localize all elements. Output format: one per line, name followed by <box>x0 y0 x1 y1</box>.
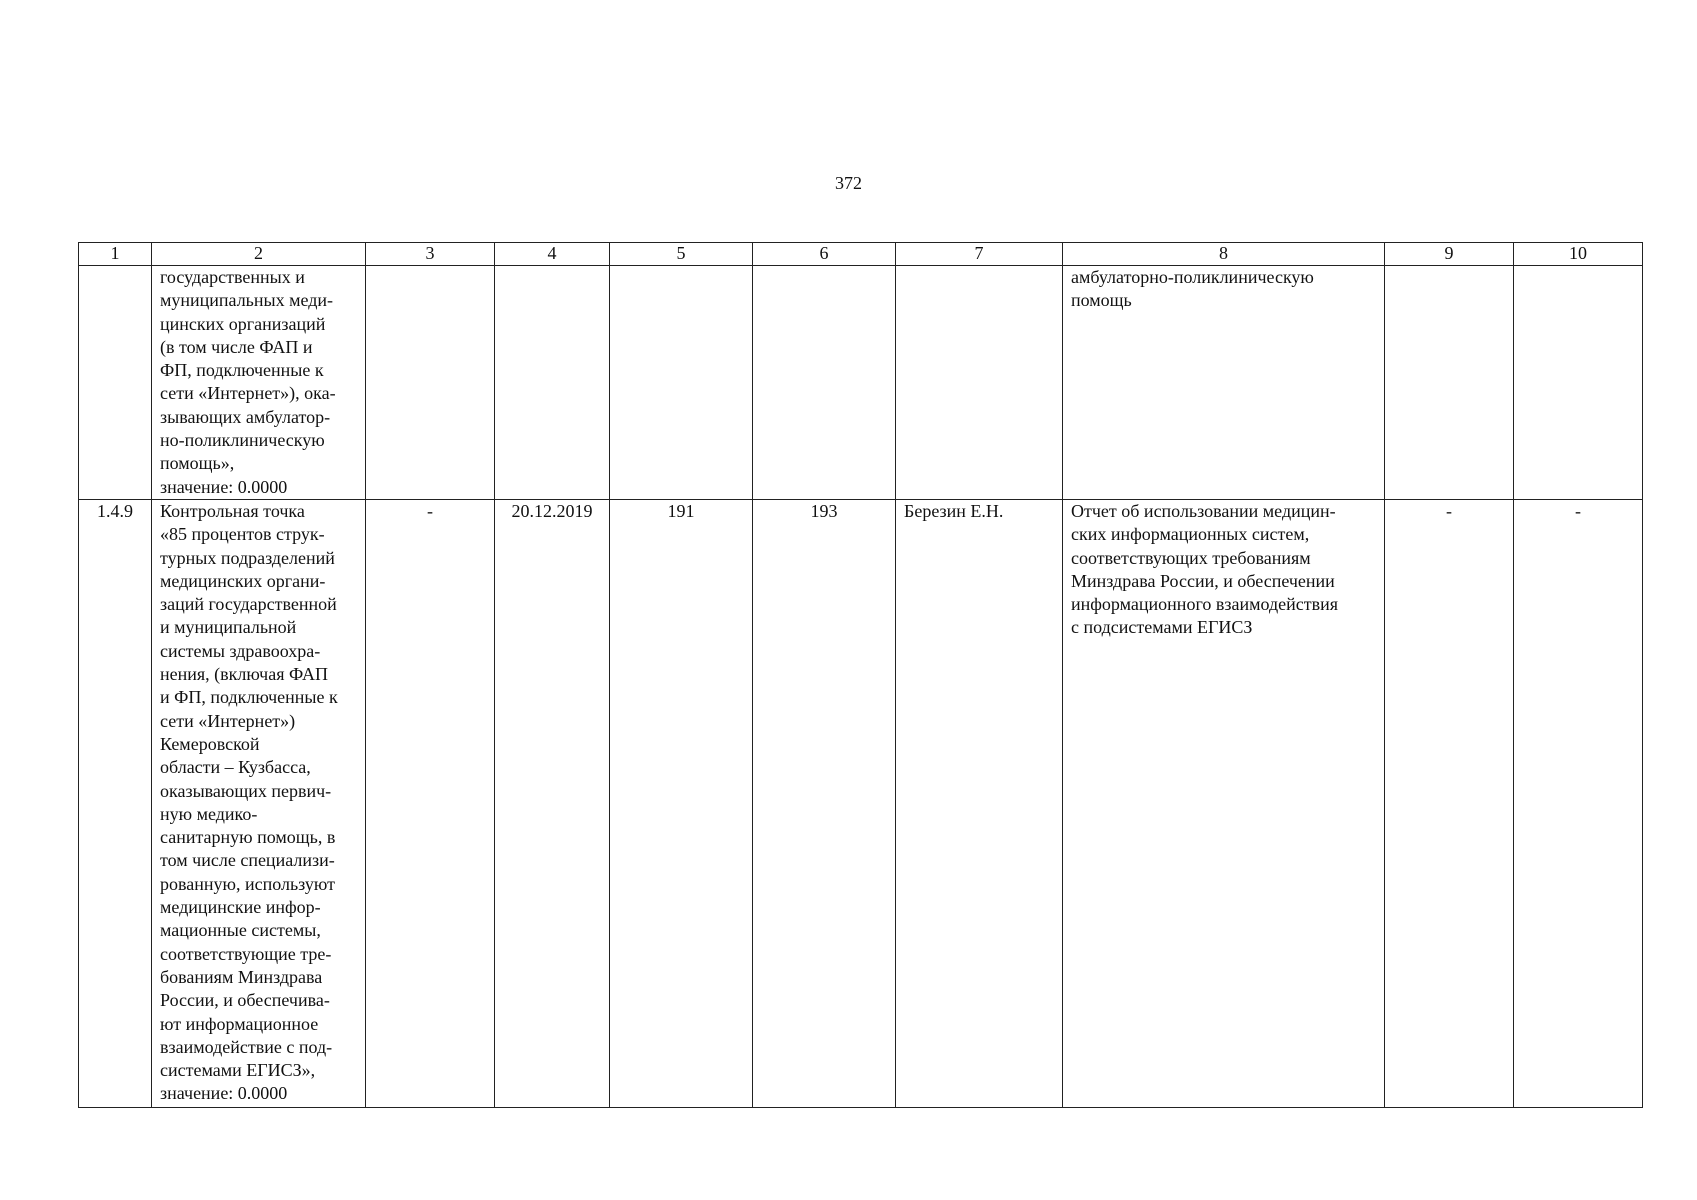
description-line: заций государственной <box>160 594 337 615</box>
table-cell <box>610 266 753 500</box>
column-header: 5 <box>610 243 753 266</box>
document-line: Отчет об использовании медицин- <box>1071 500 1336 521</box>
description-line: Кемеровской <box>160 733 260 754</box>
description-line: цинских организаций <box>160 313 326 334</box>
description-line: турных подразделений <box>160 547 335 568</box>
responsible-cell: Березин Е.Н. <box>896 499 1063 1107</box>
column-header: 4 <box>495 243 610 266</box>
description-line: рованную, используют <box>160 873 335 894</box>
description-line: том числе специализи- <box>160 850 335 871</box>
description-line: взаимодействие с под- <box>160 1036 333 1057</box>
description-line: санитарную помощь, в <box>160 827 336 848</box>
description-line: бованиям Минздрава <box>160 966 323 987</box>
description-line: соответствующие тре- <box>160 943 332 964</box>
table-cell <box>1385 266 1514 500</box>
description-cell <box>152 499 366 1107</box>
description-line: ФП, подключенные к <box>160 360 324 381</box>
description-line: значение: 0.0000 <box>160 476 288 497</box>
document-line: амбулаторно-поликлиническую <box>1071 267 1314 287</box>
description-line: зывающих амбулатор- <box>160 406 331 427</box>
plan-table <box>78 242 1643 1108</box>
document-line: информационного взаимодействия <box>1071 594 1339 615</box>
column-header: 10 <box>1514 243 1643 266</box>
table-cell: 193 <box>753 499 896 1107</box>
description-line: нения, (включая ФАП <box>160 664 329 685</box>
table-cell <box>1514 266 1643 500</box>
description-line: помощь», <box>160 453 235 474</box>
description-line: Контрольная точка <box>160 500 305 521</box>
table-cell <box>753 266 896 500</box>
description-line: и ФП, подключенные к <box>160 687 338 708</box>
column-header: 6 <box>753 243 896 266</box>
description-line: мационные системы, <box>160 920 321 941</box>
table-cell: 191 <box>610 499 753 1107</box>
document-cell <box>1063 499 1385 1107</box>
description-line: и муниципальной <box>160 617 297 638</box>
column-header: 1 <box>79 243 152 266</box>
description-line: муниципальных меди- <box>160 290 334 311</box>
description-line: оказывающих первич- <box>160 780 332 801</box>
table-header-row <box>79 243 1643 266</box>
page-number: 372 <box>835 173 862 193</box>
description-line: ную медико- <box>160 803 258 824</box>
document-line: Минздрава России, и обеспечении <box>1071 570 1335 591</box>
description-line: ют информационное <box>160 1013 319 1034</box>
description-line: (в том числе ФАП и <box>160 336 313 357</box>
column-header: 7 <box>896 243 1063 266</box>
table-cell: - <box>366 499 495 1107</box>
description-line: России, и обеспечива- <box>160 990 330 1011</box>
document-line: помощь <box>1071 290 1132 311</box>
document-cell <box>1063 266 1385 500</box>
description-line: государственных и <box>160 267 305 287</box>
description-line: значение: 0.0000 <box>160 1083 288 1104</box>
table-row <box>79 499 1643 1107</box>
description-cell <box>152 266 366 500</box>
description-line: сети «Интернет»), ока- <box>160 383 336 404</box>
description-line: системами ЕГИСЗ», <box>160 1060 316 1081</box>
description-line: медицинских органи- <box>160 570 326 591</box>
table-cell <box>495 266 610 500</box>
description-line: сети «Интернет») <box>160 710 296 731</box>
document-line: ских информационных систем, <box>1071 524 1310 545</box>
column-header: 8 <box>1063 243 1385 266</box>
description-line: системы здравоохра- <box>160 640 321 661</box>
column-header: 2 <box>152 243 366 266</box>
description-line: области – Кузбасса, <box>160 757 311 778</box>
column-header: 9 <box>1385 243 1514 266</box>
column-header: 3 <box>366 243 495 266</box>
row-number-cell: 1.4.9 <box>79 499 152 1107</box>
table-row <box>79 266 1643 500</box>
description-line: но-поликлиническую <box>160 430 325 451</box>
description-line: «85 процентов струк- <box>160 524 325 545</box>
table-cell <box>366 266 495 500</box>
description-line: медицинские инфор- <box>160 897 321 918</box>
table-cell: - <box>1385 499 1514 1107</box>
date-cell: 20.12.2019 <box>495 499 610 1107</box>
document-line: с подсистемами ЕГИСЗ <box>1071 617 1253 638</box>
table-cell: - <box>1514 499 1643 1107</box>
table-cell <box>896 266 1063 500</box>
document-line: соответствующих требованиям <box>1071 547 1311 568</box>
row-number-cell <box>79 266 152 500</box>
